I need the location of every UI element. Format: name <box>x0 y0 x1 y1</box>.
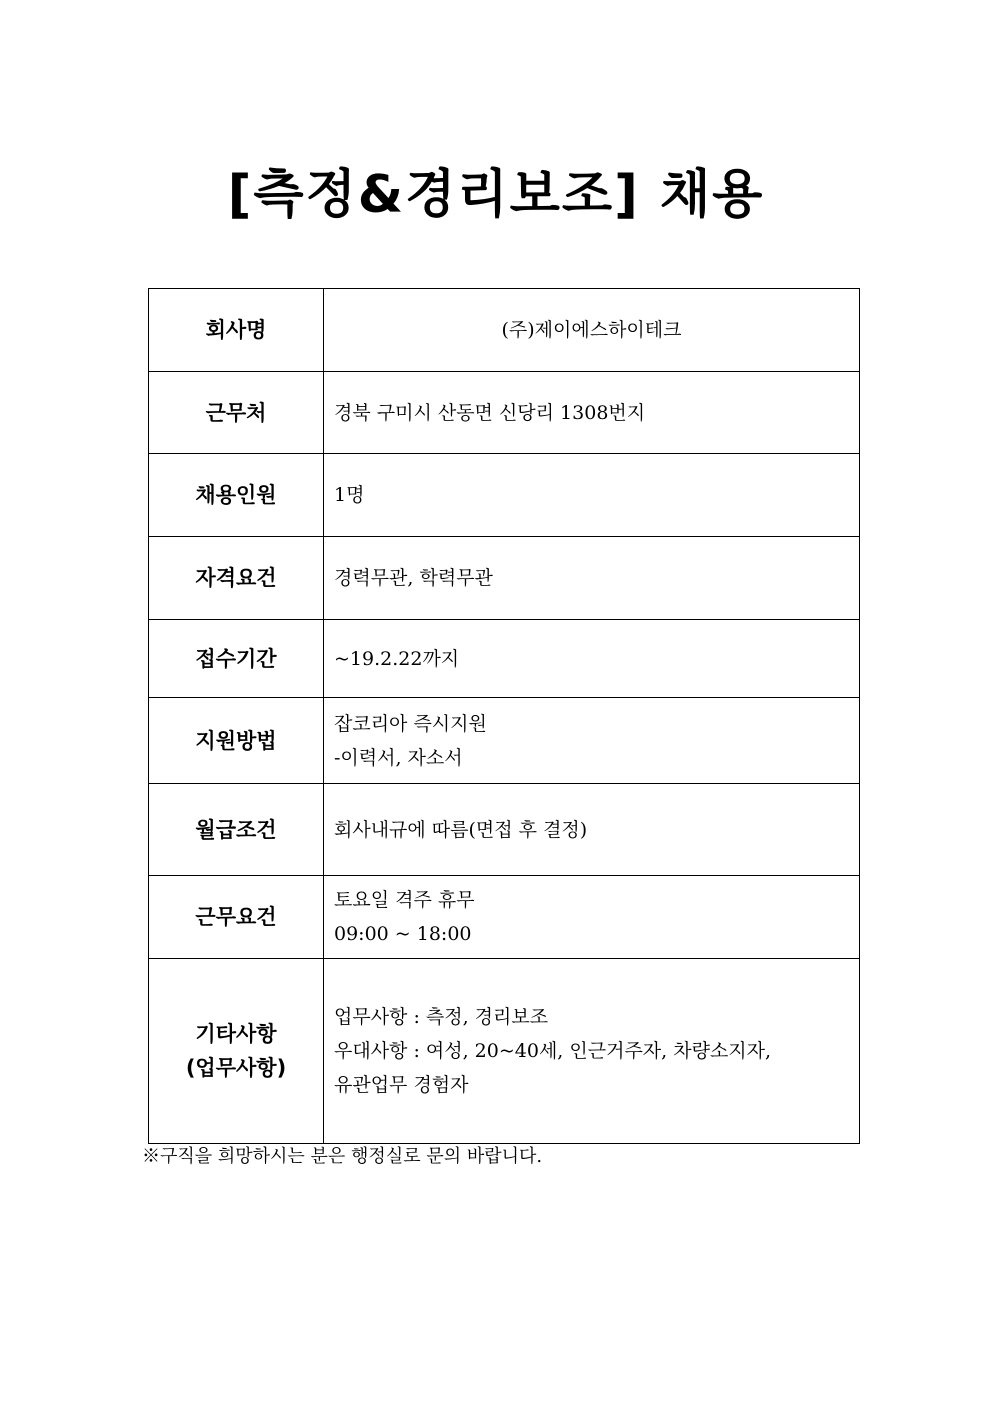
value-text: 회사내규에 따름(면접 후 결정) <box>334 818 588 841</box>
table-row-company <box>149 289 860 372</box>
label-work-conditions <box>149 876 324 959</box>
value-application-method <box>324 698 860 784</box>
value-text: (주)제이에스하이테크 <box>501 319 682 341</box>
label-text: 근무처 <box>205 400 267 425</box>
label-other-details <box>149 959 324 1144</box>
label-text: 접수기간 <box>195 646 277 671</box>
value-line: 잡코리아 즉시지원 <box>334 712 487 735</box>
value-line: 토요일 격주 휴무 <box>334 889 475 911</box>
table-row-headcount <box>149 454 860 537</box>
label-text: 지원방법 <box>195 728 277 753</box>
label-company <box>149 289 324 372</box>
label-application-method <box>149 698 324 784</box>
table-row-qualifications <box>149 537 860 620</box>
table-row-application-method <box>149 698 860 784</box>
label-headcount <box>149 454 324 537</box>
value-application-period <box>324 620 860 698</box>
value-other-details <box>324 959 860 1144</box>
value-line: 09:00 ~ 18:00 <box>334 923 472 945</box>
value-text: 경력무관, 학력무관 <box>334 567 493 589</box>
value-qualifications <box>324 537 860 620</box>
value-workplace <box>324 372 860 454</box>
table-row-application-period <box>149 620 860 698</box>
label-application-period <box>149 620 324 698</box>
page-title: [측정&경리보조] 채용 <box>227 165 765 225</box>
label-workplace <box>149 372 324 454</box>
value-line: 유관업무 경험자 <box>334 1074 469 1096</box>
job-info-table <box>148 288 860 1144</box>
label-salary <box>149 784 324 876</box>
value-text: 1명 <box>334 484 365 506</box>
value-headcount <box>324 454 860 537</box>
table-row-work-conditions <box>149 876 860 959</box>
table-row-other-details <box>149 959 860 1144</box>
label-text: 기타사항 <box>195 1022 277 1046</box>
footnote: ※구직을 희망하시는 분은 행정실로 문의 바랍니다. <box>142 1146 543 1167</box>
value-line: 업무사항 : 측정, 경리보조 <box>334 1006 549 1028</box>
value-line: -이력서, 자소서 <box>334 746 463 769</box>
table-row-salary <box>149 784 860 876</box>
value-work-conditions <box>324 876 860 959</box>
value-line: 우대사항 : 여성, 20~40세, 인근거주자, 차량소지자, <box>334 1040 772 1062</box>
table-row-workplace <box>149 372 860 454</box>
value-salary <box>324 784 860 876</box>
label-text: 회사명 <box>205 318 267 342</box>
label-text: 채용인원 <box>195 483 277 507</box>
label-text: 자격요건 <box>195 566 277 590</box>
label-qualifications <box>149 537 324 620</box>
value-text: 경북 구미시 산동면 신당리 1308번지 <box>334 401 646 424</box>
label-text: 월급조건 <box>195 817 277 842</box>
label-subtext: (업무사항) <box>185 1056 287 1080</box>
label-text: 근무요건 <box>195 905 277 929</box>
value-text: ~19.2.22까지 <box>334 647 460 670</box>
value-company <box>324 289 860 372</box>
